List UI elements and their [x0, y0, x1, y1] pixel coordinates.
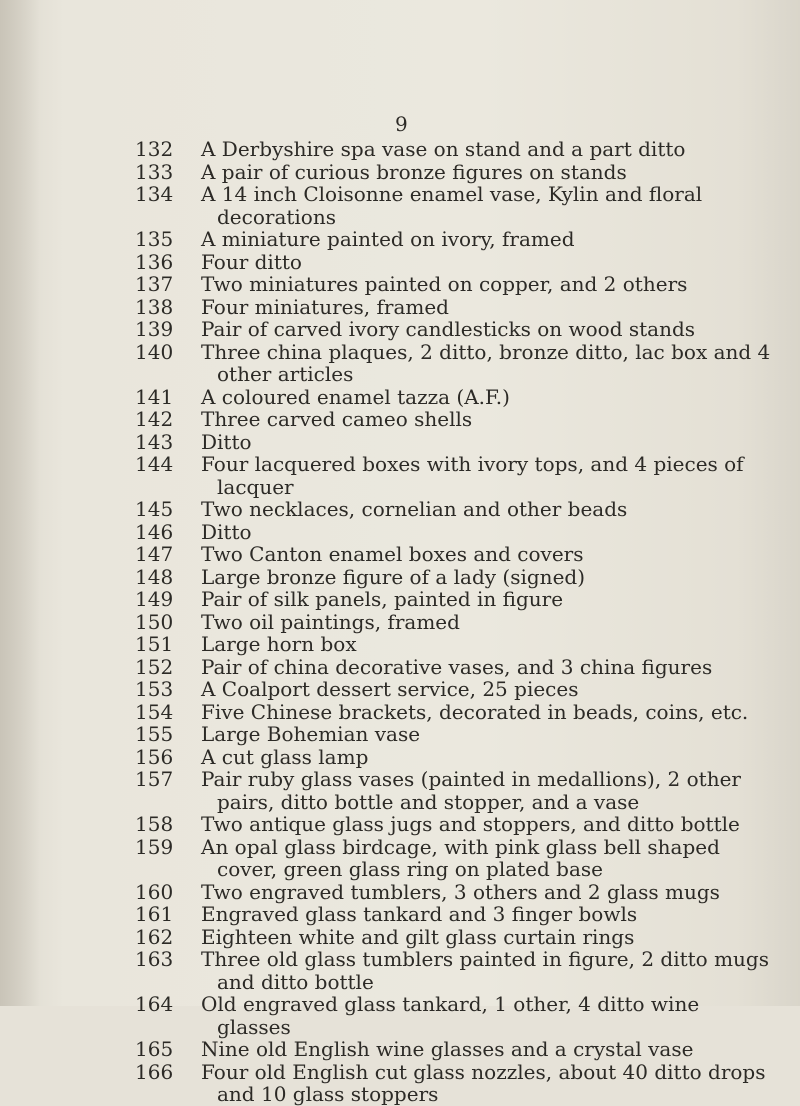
- lot-description: Pair of silk panels, painted in figure: [201, 587, 564, 611]
- lot-description: Two antique glass jugs and stoppers, and ditto bottle: [201, 812, 740, 836]
- lot-number: 140: [135, 339, 174, 364]
- lot-item: [0, 431, 800, 454]
- lot-description: Four miniatures, framed: [201, 294, 449, 319]
- lot-description: Two miniatures painted on copper, and 2 others: [201, 272, 688, 296]
- lot-number: 141: [135, 384, 174, 409]
- lot-description: Four old English cut glass nozzles, about 40 ditto drops and 10 glass stoppers: [201, 1059, 766, 1106]
- lot-number: 137: [135, 272, 174, 296]
- lot-item: [0, 161, 800, 184]
- lot-number: 145: [135, 497, 174, 521]
- lot-description: A cut glass lamp: [201, 744, 369, 769]
- lot-description: Pair ruby glass vases (painted in medallions), 2 other pairs, ditto bottle and stopper, and a vase: [201, 767, 741, 814]
- lot-number: 159: [135, 834, 174, 859]
- lot-description: Two oil paintings, framed: [201, 609, 460, 634]
- lot-description: Five Chinese brackets, decorated in beads, coins, etc.: [201, 699, 749, 724]
- lot-item: [0, 386, 800, 409]
- lot-description: Eighteen white and gilt glass curtain rings: [201, 924, 635, 949]
- lot-description: Ditto: [201, 519, 252, 544]
- lot-description: Three old glass tumblers painted in figure, 2 ditto mugs and ditto bottle: [201, 947, 769, 994]
- lot-item: [0, 1061, 800, 1106]
- lot-description: Large horn box: [201, 632, 357, 656]
- lot-number: 153: [135, 677, 174, 701]
- lot-item: [0, 768, 800, 813]
- lot-item: [0, 183, 800, 228]
- lot-item: [0, 678, 800, 701]
- lot-item: [0, 813, 800, 836]
- lot-number: 148: [135, 564, 174, 589]
- lot-item: [0, 341, 800, 386]
- lot-number: 164: [135, 992, 174, 1016]
- lot-item: [0, 836, 800, 881]
- lot-number: 135: [135, 227, 174, 251]
- lot-number: 133: [135, 159, 174, 184]
- lot-description: A coloured enamel tazza (A.F.): [201, 384, 510, 409]
- lot-description: A Derbyshire spa vase on stand and a part ditto: [201, 137, 686, 161]
- lot-number: 144: [135, 452, 174, 476]
- lot-item: [0, 453, 800, 498]
- lot-item: [0, 611, 800, 634]
- lot-item: [0, 881, 800, 904]
- lot-number: 132: [135, 137, 174, 161]
- lot-item: [0, 566, 800, 589]
- lot-description: Engraved glass tankard and 3 finger bowls: [201, 902, 638, 926]
- lot-description: A miniature painted on ivory, framed: [201, 227, 575, 251]
- lot-number: 143: [135, 429, 174, 454]
- lot-number: 158: [135, 812, 174, 836]
- lot-item: [0, 701, 800, 724]
- lot-number: 136: [135, 249, 174, 274]
- lot-description: Old engraved glass tankard, 1 other, 4 ditto wine glasses: [201, 992, 700, 1039]
- lot-description: Ditto: [201, 429, 252, 454]
- lot-item: [0, 903, 800, 926]
- lot-description: Pair of carved ivory candlesticks on wood stands: [201, 317, 696, 341]
- lot-number: 163: [135, 947, 174, 971]
- lot-description: Pair of china decorative vases, and 3 china figures: [201, 654, 713, 679]
- lot-description: Large bronze figure of a lady (signed): [201, 564, 586, 589]
- lot-description: An opal glass birdcage, with pink glass bell shaped cover, green glass ring on plated base: [201, 834, 720, 881]
- lot-number: 146: [135, 519, 174, 544]
- lot-number: 134: [135, 182, 174, 206]
- lot-item: [0, 1038, 800, 1061]
- lot-description: Two necklaces, cornelian and other beads: [201, 497, 628, 521]
- lot-item: [0, 228, 800, 251]
- lot-number: 161: [135, 902, 174, 926]
- lot-description: Four lacquered boxes with ivory tops, and 4 pieces of lacquer: [201, 452, 744, 499]
- lot-number: 162: [135, 924, 174, 949]
- lot-number: 155: [135, 722, 174, 746]
- page-number: 9: [395, 112, 408, 136]
- lot-number: 150: [135, 609, 174, 634]
- lot-number: 154: [135, 699, 174, 724]
- lot-description: Four ditto: [201, 249, 302, 274]
- lot-number: 156: [135, 744, 174, 769]
- lot-description: Three carved cameo shells: [201, 407, 473, 431]
- lot-description: A pair of curious bronze figures on stands: [201, 159, 627, 184]
- lot-item: [0, 926, 800, 949]
- lot-number: 138: [135, 294, 174, 319]
- lot-item: [0, 138, 800, 161]
- lot-item: [0, 993, 800, 1038]
- lot-item: [0, 588, 800, 611]
- lot-item: [0, 633, 800, 656]
- lot-number: 139: [135, 317, 174, 341]
- lot-item: [0, 498, 800, 521]
- lot-item: [0, 273, 800, 296]
- lot-description: Large Bohemian vase: [201, 722, 421, 746]
- lot-list: [0, 138, 800, 1106]
- lot-item: [0, 296, 800, 319]
- lot-number: 152: [135, 654, 174, 679]
- lot-number: 151: [135, 632, 174, 656]
- lot-description: Two Canton enamel boxes and covers: [201, 542, 584, 566]
- lot-number: 149: [135, 587, 174, 611]
- lot-item: [0, 723, 800, 746]
- lot-item: [0, 948, 800, 993]
- lot-number: 160: [135, 879, 174, 904]
- lot-number: 142: [135, 407, 174, 431]
- lot-description: Two engraved tumblers, 3 others and 2 glass mugs: [201, 879, 720, 904]
- lot-item: [0, 656, 800, 679]
- lot-description: Three china plaques, 2 ditto, bronze ditto, lac box and 4 other articles: [201, 339, 771, 386]
- lot-number: 147: [135, 542, 174, 566]
- lot-item: [0, 318, 800, 341]
- lot-description: Nine old English wine glasses and a crystal vase: [201, 1037, 694, 1061]
- lot-number: 166: [135, 1059, 174, 1084]
- lot-item: [0, 746, 800, 769]
- lot-number: 165: [135, 1037, 174, 1061]
- lot-description: A Coalport dessert service, 25 pieces: [201, 677, 579, 701]
- lot-item: [0, 521, 800, 544]
- lot-number: 157: [135, 767, 174, 791]
- lot-item: [0, 251, 800, 274]
- lot-description: A 14 inch Cloisonne enamel vase, Kylin and floral decorations: [201, 182, 703, 229]
- lot-item: [0, 408, 800, 431]
- lot-item: [0, 543, 800, 566]
